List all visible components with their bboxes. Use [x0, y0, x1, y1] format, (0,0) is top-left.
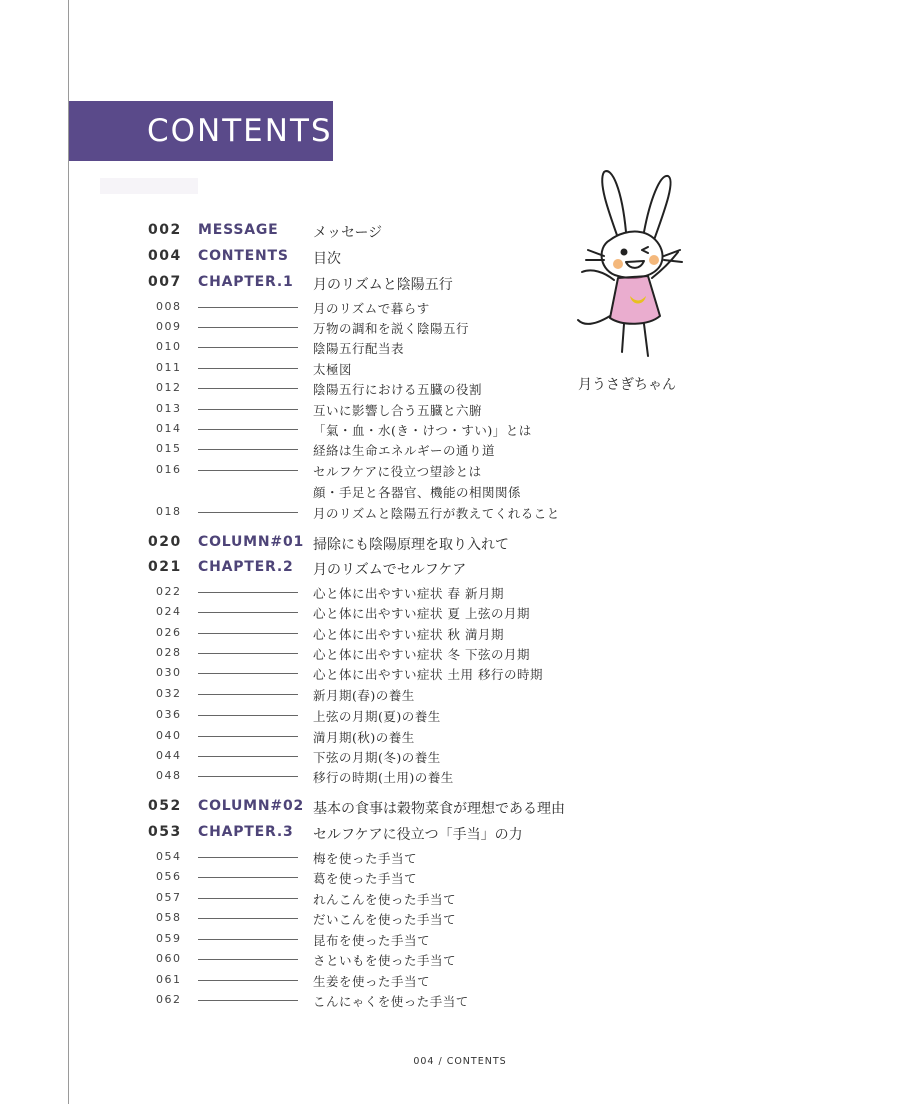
leader-line [198, 939, 298, 940]
toc-entry [0, 950, 920, 970]
leader-line [198, 694, 298, 695]
entry-title: 陰陽五行配当表 [313, 341, 405, 356]
section-label: CONTENTS [198, 248, 289, 264]
contents-banner [69, 101, 333, 161]
page-number: 007 [148, 274, 182, 290]
leader-line [198, 327, 298, 328]
section-label: CHAPTER.1 [198, 274, 294, 290]
entry-title: 生姜を使った手当て [313, 974, 431, 989]
page-number: 036 [156, 708, 182, 721]
entry-title: 移行の時期(土用)の養生 [313, 770, 454, 785]
toc-entry [0, 868, 920, 888]
page-number: 014 [156, 422, 182, 435]
leader-line [198, 592, 298, 593]
toc-entry [0, 991, 920, 1011]
toc-entry [0, 359, 920, 379]
page-footer: 004 / CONTENTS [413, 1056, 507, 1067]
leader-line [198, 368, 298, 369]
toc-entry [0, 909, 920, 929]
entry-title: 心と体に出やすい症状 土用 移行の時期 [313, 667, 543, 682]
entry-title: れんこんを使った手当て [313, 892, 457, 907]
leader-line [198, 633, 298, 634]
entry-title: 月のリズムで暮らす [313, 301, 430, 316]
mascot-caption: 月うさぎちゃん [578, 377, 676, 393]
leader-line [198, 429, 298, 430]
toc-entry [0, 379, 920, 399]
page-number: 002 [148, 222, 182, 238]
toc-entry [0, 644, 920, 664]
page-number: 028 [156, 646, 182, 659]
toc-entry [0, 318, 920, 338]
toc-entry [0, 930, 920, 950]
page-number: 032 [156, 687, 182, 700]
leader-line [198, 347, 298, 348]
entry-title: 経絡は生命エネルギーの通り道 [313, 443, 496, 458]
page-number: 015 [156, 442, 182, 455]
page-number: 048 [156, 769, 182, 782]
leader-line [198, 673, 298, 674]
toc-entry [0, 603, 920, 623]
entry-title: 心と体に出やすい症状 秋 満月期 [313, 627, 504, 642]
toc-entry [0, 727, 920, 747]
leader-line [198, 877, 298, 878]
toc-entry [0, 440, 920, 460]
leader-line [198, 898, 298, 899]
leader-line [198, 612, 298, 613]
page-number: 058 [156, 911, 182, 924]
leader-line [198, 736, 298, 737]
toc-entry [0, 685, 920, 705]
entry-title: セルフケアに役立つ「手当」の力 [313, 827, 523, 843]
page-number: 054 [156, 850, 182, 863]
page-number: 021 [148, 559, 182, 575]
entry-title: 月のリズムでセルフケア [313, 562, 467, 578]
entry-title: セルフケアに役立つ望診とは [313, 464, 482, 479]
leader-line [198, 388, 298, 389]
page-number: 040 [156, 729, 182, 742]
page-number: 012 [156, 381, 182, 394]
entry-title: メッセージ [313, 225, 383, 241]
page-number: 052 [148, 798, 182, 814]
leader-line [198, 1000, 298, 1001]
toc-entry [0, 222, 920, 242]
section-label: CHAPTER.2 [198, 559, 294, 575]
entry-title: 月のリズムと陰陽五行 [313, 277, 453, 293]
leader-line [198, 409, 298, 410]
entry-title: 下弦の月期(冬)の養生 [313, 750, 441, 765]
leader-line [198, 307, 298, 308]
toc-entry [0, 747, 920, 767]
page-number: 004 [148, 248, 182, 264]
toc-entry [0, 767, 920, 787]
toc-entry [0, 889, 920, 909]
entry-title: 昆布を使った手当て [313, 933, 431, 948]
entry-title: 葛を使った手当て [313, 871, 418, 886]
toc-entry [0, 248, 920, 268]
entry-title: 心と体に出やすい症状 冬 下弦の月期 [313, 647, 530, 662]
entry-title: だいこんを使った手当て [313, 912, 457, 927]
leader-line [198, 449, 298, 450]
toc-entry [0, 848, 920, 868]
page-number: 011 [156, 361, 182, 374]
page-number: 022 [156, 585, 182, 598]
toc-entry [0, 461, 920, 481]
toc-entry [0, 298, 920, 318]
toc-entry [0, 338, 920, 358]
toc-entry [0, 971, 920, 991]
banner-shadow [100, 178, 198, 194]
rabbit-icon [560, 160, 710, 370]
entry-title: 顔・手足と各器官、機能の相関関係 [313, 485, 522, 500]
entry-title: 心と体に出やすい症状 夏 上弦の月期 [313, 606, 530, 621]
entry-title: こんにゃくを使った手当て [313, 994, 469, 1009]
page-number: 061 [156, 973, 182, 986]
leader-line [198, 653, 298, 654]
toc-entry [0, 559, 920, 579]
entry-title: 心と体に出やすい症状 春 新月期 [313, 586, 504, 601]
toc-entry [0, 706, 920, 726]
leader-line [198, 756, 298, 757]
toc-entry [0, 503, 920, 523]
section-label: COLUMN#02 [198, 798, 305, 814]
page-number: 057 [156, 891, 182, 904]
page-number: 030 [156, 666, 182, 679]
page-title: CONTENTS [147, 113, 333, 149]
page-number: 044 [156, 749, 182, 762]
page-number: 008 [156, 300, 182, 313]
entry-title: 月のリズムと陰陽五行が教えてくれること [313, 506, 560, 521]
leader-line [198, 470, 298, 471]
toc-entry [0, 482, 920, 502]
leader-line [198, 857, 298, 858]
entry-title: 満月期(秋)の養生 [313, 730, 415, 745]
page-number: 010 [156, 340, 182, 353]
toc-entry [0, 420, 920, 440]
entry-title: 上弦の月期(夏)の養生 [313, 709, 441, 724]
section-label: COLUMN#01 [198, 534, 305, 550]
page-number: 020 [148, 534, 182, 550]
entry-title: さといもを使った手当て [313, 953, 457, 968]
section-label: MESSAGE [198, 222, 279, 238]
page-number: 024 [156, 605, 182, 618]
page-number: 053 [148, 824, 182, 840]
entry-title: 目次 [313, 251, 341, 267]
toc-entry [0, 274, 920, 294]
page-number: 060 [156, 952, 182, 965]
page-number: 062 [156, 993, 182, 1006]
entry-title: 掃除にも陰陽原理を取り入れて [313, 537, 509, 553]
page-number: 009 [156, 320, 182, 333]
toc-entry [0, 534, 920, 554]
toc-entry [0, 583, 920, 603]
entry-title: 「氣・血・水(き・けつ・すい)」とは [313, 423, 532, 438]
leader-line [198, 512, 298, 513]
entry-title: 陰陽五行における五臓の役割 [313, 382, 483, 397]
toc-entry [0, 664, 920, 684]
entry-title: 梅を使った手当て [313, 851, 418, 866]
rabbit-character-illustration [560, 160, 710, 370]
leader-line [198, 959, 298, 960]
leader-line [198, 776, 298, 777]
toc-entry [0, 400, 920, 420]
leader-line [198, 980, 298, 981]
section-label: CHAPTER.3 [198, 824, 294, 840]
page-number: 018 [156, 505, 182, 518]
page-number: 016 [156, 463, 182, 476]
page-number: 056 [156, 870, 182, 883]
toc-entry [0, 824, 920, 844]
toc-entry [0, 798, 920, 818]
page-number: 013 [156, 402, 182, 415]
toc-entry [0, 624, 920, 644]
entry-title: 互いに影響し合う五臓と六腑 [313, 403, 483, 418]
entry-title: 基本の食事は穀物菜食が理想である理由 [313, 801, 565, 817]
page-number: 026 [156, 626, 182, 639]
entry-title: 太極図 [313, 362, 353, 377]
entry-title: 新月期(春)の養生 [313, 688, 415, 703]
leader-line [198, 715, 298, 716]
leader-line [198, 918, 298, 919]
page-number: 059 [156, 932, 182, 945]
entry-title: 万物の調和を説く陰陽五行 [313, 321, 470, 336]
